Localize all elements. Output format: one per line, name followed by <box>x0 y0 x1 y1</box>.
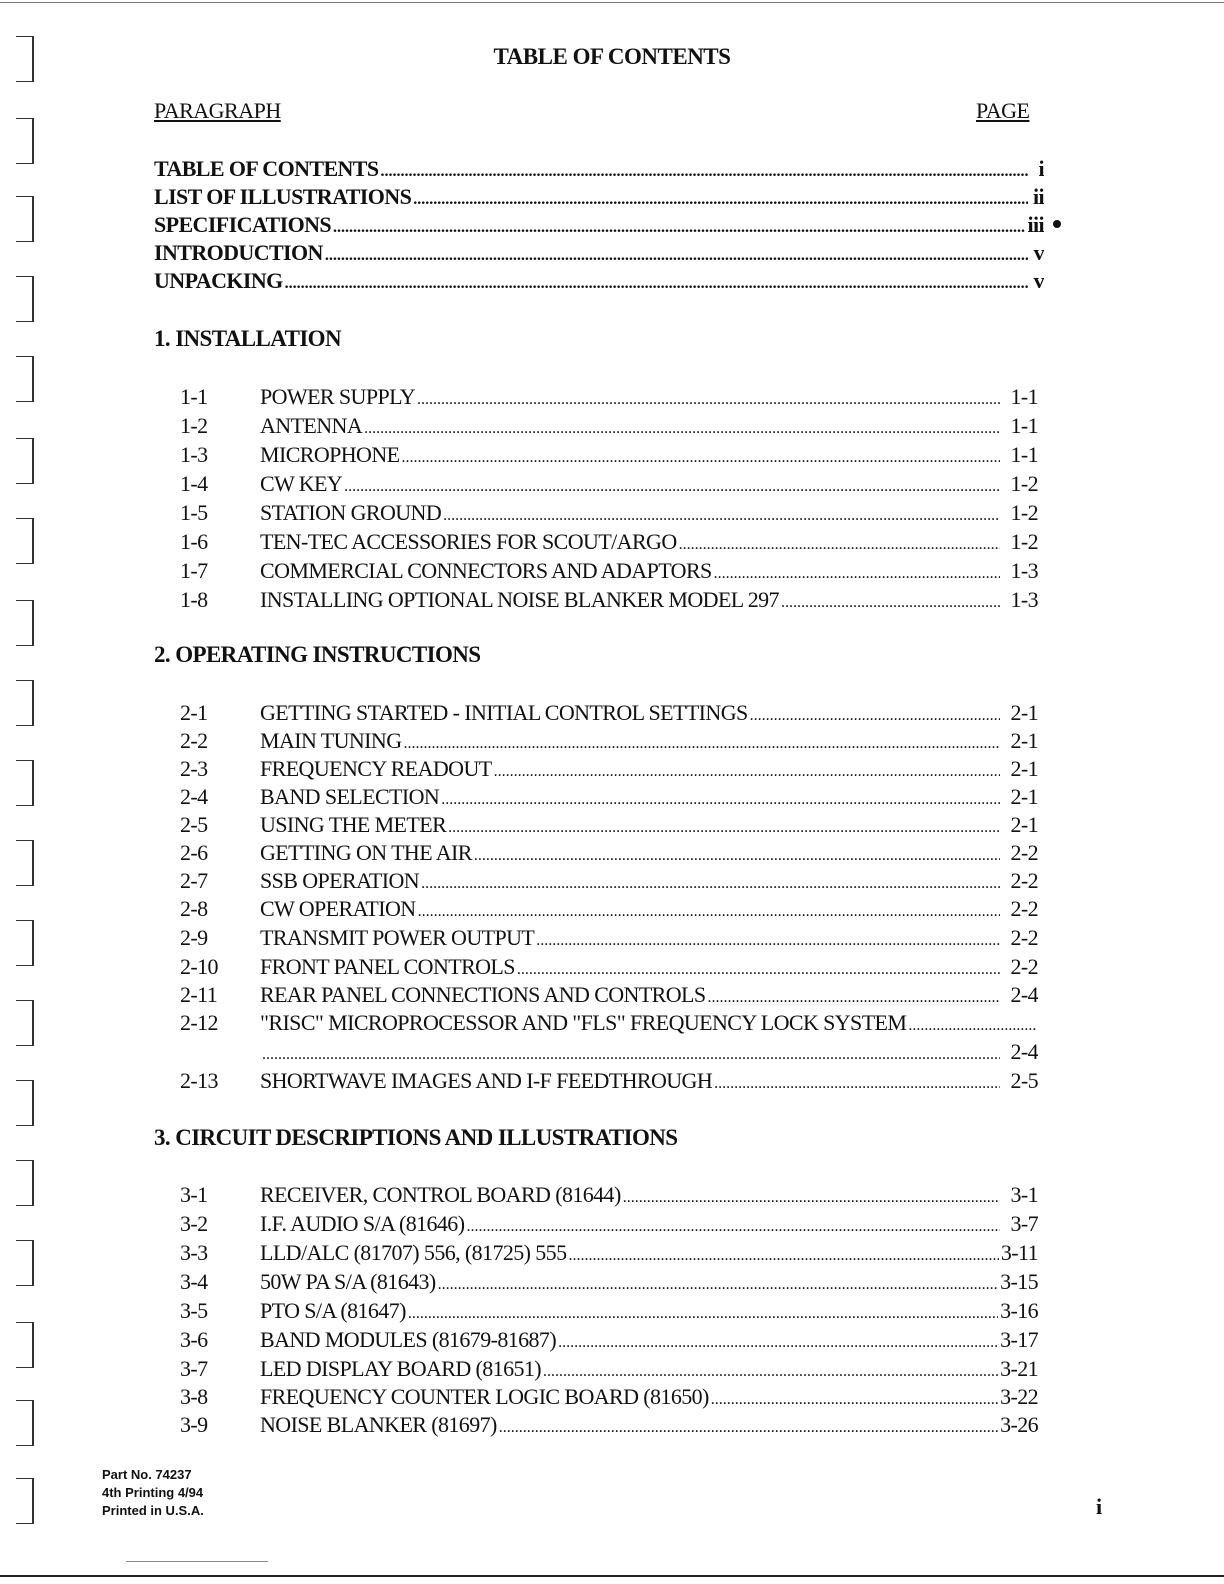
entry-number: 3-3 <box>180 1240 208 1265</box>
binder-tab <box>16 356 34 402</box>
toc-entry[interactable] <box>180 587 1038 613</box>
dot-leader <box>711 1391 998 1409</box>
entry-number: 1-5 <box>180 500 208 525</box>
entry-number: 2-10 <box>180 954 218 979</box>
binder-tab <box>16 276 34 322</box>
toc-entry[interactable] <box>180 1068 1038 1094</box>
entry-label: MICROPHONE <box>260 442 400 467</box>
dot-leader <box>714 1075 1000 1093</box>
toc-entry[interactable] <box>180 413 1038 439</box>
entry-label: GETTING STARTED - INITIAL CONTROL SETTINGS <box>260 700 748 725</box>
toc-entry[interactable] <box>154 184 1044 210</box>
toc-entry[interactable] <box>180 868 1038 894</box>
entry-page: 2-1 <box>1010 728 1038 753</box>
toc-entry[interactable] <box>180 840 1038 866</box>
toc-entry[interactable] <box>154 156 1044 182</box>
entry-label: PTO S/A (81647) <box>260 1298 406 1323</box>
entry-label: CW OPERATION <box>260 896 416 921</box>
entry-page: 3-7 <box>1010 1211 1038 1236</box>
binder-holes <box>16 30 46 1530</box>
dot-leader <box>413 191 1028 209</box>
dot-leader <box>543 1363 998 1381</box>
toc-entry[interactable] <box>180 1384 1038 1410</box>
binder-tab <box>16 1080 34 1126</box>
entry-label: STATION GROUND <box>260 500 442 525</box>
dot-leader <box>441 791 1000 809</box>
dot-leader <box>417 391 1000 409</box>
entry-label: SPECIFICATIONS <box>154 212 332 237</box>
page-header: PAGE <box>976 98 1030 123</box>
entry-number: 1-2 <box>180 413 208 438</box>
entry-label: LLD/ALC (81707) 556, (81725) 555 <box>260 1240 567 1265</box>
toc-entry[interactable] <box>180 954 1038 980</box>
entry-number: 3-4 <box>180 1269 208 1294</box>
entry-number: 3-5 <box>180 1298 208 1323</box>
entry-label: INTRODUCTION <box>154 240 323 265</box>
entry-page: 2-2 <box>1010 896 1038 921</box>
printed-location: Printed in U.S.A. <box>102 1503 204 1518</box>
dot-leader <box>466 1218 1000 1236</box>
entry-label: RECEIVER, CONTROL BOARD (81644) <box>260 1182 621 1207</box>
entry-number: 2-12 <box>180 1010 218 1035</box>
entry-page: 3-22 <box>1000 1384 1038 1409</box>
margin-bullet <box>1053 220 1061 228</box>
entry-label: COMMERCIAL CONNECTORS AND ADAPTORS <box>260 558 712 583</box>
dot-leader <box>679 536 1000 554</box>
dot-leader <box>418 903 1000 921</box>
entry-page: 3-11 <box>1000 1240 1038 1265</box>
binder-tab <box>16 1160 34 1206</box>
entry-label: POWER SUPPLY <box>260 384 416 409</box>
entry-number: 2-8 <box>180 896 208 921</box>
toc-entry[interactable] <box>180 1269 1038 1295</box>
toc-entry[interactable] <box>180 471 1038 497</box>
entry-page: 2-1 <box>1010 812 1038 837</box>
entry-number: 3-7 <box>180 1356 208 1381</box>
binder-tab <box>16 438 34 484</box>
toc-entry[interactable] <box>180 1182 1038 1208</box>
entry-page: 2-2 <box>1010 925 1038 950</box>
binder-tab <box>16 680 34 726</box>
entry-page: 3-16 <box>1000 1298 1038 1323</box>
toc-entry[interactable] <box>154 212 1044 238</box>
scan-mark <box>126 1561 268 1562</box>
toc-entry[interactable] <box>180 1412 1038 1438</box>
binder-tab <box>16 600 34 646</box>
binder-tab <box>16 196 34 242</box>
binder-tab <box>16 1240 34 1286</box>
entry-number: 2-6 <box>180 840 208 865</box>
toc-entry[interactable] <box>180 1240 1038 1266</box>
entry-number: 2-11 <box>180 982 218 1007</box>
dot-leader <box>438 1276 998 1294</box>
binder-tab <box>16 1400 34 1446</box>
toc-entry[interactable] <box>180 728 1038 754</box>
toc-entry[interactable] <box>180 500 1038 526</box>
entry-number: 2-4 <box>180 784 208 809</box>
dot-leader <box>421 875 1000 893</box>
dot-leader <box>517 961 1000 979</box>
toc-entry[interactable] <box>180 982 1038 1008</box>
entry-label: LIST OF ILLUSTRATIONS <box>154 184 412 209</box>
entry-number: 1-6 <box>180 529 208 554</box>
entry-label: INSTALLING OPTIONAL NOISE BLANKER MODEL 297 <box>260 587 779 612</box>
entry-page: 1-1 <box>1010 442 1038 467</box>
entry-label: 50W PA S/A (81643) <box>260 1269 436 1294</box>
dot-leader <box>285 275 1028 293</box>
entry-label: UNPACKING <box>154 268 283 293</box>
entry-page: 2-4 <box>1010 982 1038 1007</box>
section-heading: 2. OPERATING INSTRUCTIONS <box>154 642 481 667</box>
binder-tab <box>16 518 34 564</box>
dot-leader <box>448 819 1000 837</box>
entry-page: 1-3 <box>1010 587 1038 612</box>
entry-page: 2-1 <box>1010 784 1038 809</box>
dot-leader <box>494 763 1000 781</box>
entry-page: 1-2 <box>1010 529 1038 554</box>
entry-page: 1-1 <box>1010 384 1038 409</box>
binder-tab <box>16 760 34 806</box>
binder-tab <box>16 1322 34 1368</box>
section-heading: 3. CIRCUIT DESCRIPTIONS AND ILLUSTRATIONS <box>154 1125 678 1150</box>
entry-number: 1-7 <box>180 558 208 583</box>
toc-entry[interactable] <box>180 784 1038 810</box>
toc-entry[interactable] <box>180 1010 1038 1036</box>
entry-number: 2-5 <box>180 812 208 837</box>
dot-leader <box>333 219 1025 237</box>
entry-label: GETTING ON THE AIR <box>260 840 472 865</box>
entry-page: ii <box>1032 184 1044 209</box>
section-heading: 1. INSTALLATION <box>154 326 341 351</box>
toc-entry[interactable] <box>180 756 1038 782</box>
binder-tab <box>16 840 34 886</box>
entry-number: 3-9 <box>180 1412 208 1437</box>
printing-edition: 4th Printing 4/94 <box>102 1485 204 1500</box>
entry-number: 2-1 <box>180 700 208 725</box>
entry-page: 1-1 <box>1010 413 1038 438</box>
toc-entry[interactable] <box>180 896 1038 922</box>
toc-entry[interactable] <box>180 812 1038 838</box>
entry-label: SHORTWAVE IMAGES AND I-F FEEDTHROUGH <box>260 1068 713 1093</box>
binder-tab <box>16 1478 34 1524</box>
entry-page: 3-15 <box>1000 1269 1038 1294</box>
entry-page: 2-2 <box>1010 840 1038 865</box>
dot-leader <box>381 163 1028 181</box>
binder-tab <box>16 118 34 164</box>
dot-leader <box>708 989 1000 1007</box>
entry-page: 3-21 <box>1000 1356 1038 1381</box>
entry-number: 2-2 <box>180 728 208 753</box>
entry-label: ANTENNA <box>260 413 363 438</box>
entry-label: TEN-TEC ACCESSORIES FOR SCOUT/ARGO <box>260 529 677 554</box>
entry-number: 3-6 <box>180 1327 208 1352</box>
toc-entry[interactable] <box>180 1211 1038 1237</box>
dot-leader <box>364 420 1000 438</box>
dot-leader <box>750 707 1000 725</box>
dot-leader <box>403 735 1000 753</box>
entry-page: 2-4 <box>1010 1039 1038 1064</box>
entry-page: iii <box>1027 212 1044 237</box>
entry-page: 2-2 <box>1010 868 1038 893</box>
page-number: i <box>1096 1494 1103 1519</box>
entry-page: 3-26 <box>1000 1412 1038 1437</box>
dot-leader <box>474 847 1000 865</box>
entry-label: USING THE METER <box>260 812 447 837</box>
entry-label: MAIN TUNING <box>260 728 402 753</box>
paragraph-header: PARAGRAPH <box>154 98 281 123</box>
dot-leader <box>443 507 1000 525</box>
entry-page: 2-1 <box>1010 700 1038 725</box>
toc-entry[interactable] <box>180 700 1038 726</box>
dot-leader <box>568 1247 998 1265</box>
dot-leader <box>623 1189 1000 1207</box>
entry-label: SSB OPERATION <box>260 868 420 893</box>
entry-page: 1-3 <box>1010 558 1038 583</box>
entry-number: 3-1 <box>180 1182 208 1207</box>
entry-label: CW KEY <box>260 471 343 496</box>
toc-entry[interactable] <box>154 240 1044 266</box>
top-rule <box>0 2 1224 3</box>
footer-info <box>102 1466 204 1520</box>
entry-page: v <box>1033 240 1044 265</box>
entry-page: 1-2 <box>1010 500 1038 525</box>
dot-leader <box>401 449 1000 467</box>
entry-number: 3-8 <box>180 1384 208 1409</box>
page-title: TABLE OF CONTENTS <box>493 44 731 69</box>
entry-page: i <box>1038 156 1044 181</box>
entry-number: 2-7 <box>180 868 208 893</box>
entry-label: TABLE OF CONTENTS <box>154 156 379 181</box>
bottom-rule <box>0 1575 1224 1577</box>
binder-tab <box>16 920 34 966</box>
entry-page: 2-5 <box>1010 1068 1038 1093</box>
entry-label: BAND SELECTION <box>260 784 440 809</box>
entry-label: FREQUENCY COUNTER LOGIC BOARD (81650) <box>260 1384 709 1409</box>
toc-entry[interactable] <box>180 558 1038 584</box>
entry-number: 1-8 <box>180 587 208 612</box>
entry-number: 3-2 <box>180 1211 208 1236</box>
dot-leader <box>408 1305 998 1323</box>
entry-label: REAR PANEL CONNECTIONS AND CONTROLS <box>260 982 706 1007</box>
toc-entry[interactable] <box>180 529 1038 555</box>
dot-leader <box>558 1334 998 1352</box>
entry-page: 3-17 <box>1000 1327 1038 1352</box>
entry-number: 1-4 <box>180 471 208 496</box>
dot-leader <box>344 478 1000 496</box>
entry-page: 2-2 <box>1010 954 1038 979</box>
entry-page: 2-1 <box>1010 756 1038 781</box>
toc-entry[interactable] <box>180 1298 1038 1324</box>
dot-leader <box>536 932 1000 950</box>
entry-label: FRONT PANEL CONTROLS <box>260 954 515 979</box>
entry-number: 2-13 <box>180 1068 218 1093</box>
dot-leader <box>714 565 1000 583</box>
entry-label: TRANSMIT POWER OUTPUT <box>260 925 535 950</box>
part-number: Part No. 74237 <box>102 1467 192 1482</box>
entry-label: NOISE BLANKER (81697) <box>260 1412 497 1437</box>
toc-entry[interactable] <box>180 384 1038 410</box>
entry-label: I.F. AUDIO S/A (81646) <box>260 1211 465 1236</box>
entry-label: BAND MODULES (81679-81687) <box>260 1327 557 1352</box>
binder-tab <box>16 1000 34 1046</box>
dot-leader <box>262 1046 1000 1064</box>
entry-page: 3-1 <box>1010 1182 1038 1207</box>
toc-entry[interactable] <box>180 925 1038 951</box>
entry-label: LED DISPLAY BOARD (81651) <box>260 1356 541 1381</box>
toc-entry-continuation[interactable] <box>180 1039 1038 1065</box>
entry-number: 2-9 <box>180 925 208 950</box>
toc-entry[interactable] <box>180 1327 1038 1353</box>
entry-page: v <box>1033 268 1044 293</box>
entry-number: 1-3 <box>180 442 208 467</box>
entry-number: 2-3 <box>180 756 208 781</box>
toc-entry[interactable] <box>154 268 1044 294</box>
entry-label: "RISC" MICROPROCESSOR AND "FLS" FREQUENCY LOCK SYSTEM <box>260 1010 907 1035</box>
entry-label: FREQUENCY READOUT <box>260 756 492 781</box>
entry-page: 1-2 <box>1010 471 1038 496</box>
dot-leader <box>499 1419 998 1437</box>
dot-leader <box>781 594 1000 612</box>
entry-number: 1-1 <box>180 384 208 409</box>
toc-entry[interactable] <box>180 442 1038 468</box>
toc-entry[interactable] <box>180 1356 1038 1382</box>
dot-leader <box>325 247 1028 265</box>
dot-leader <box>908 1017 1036 1035</box>
